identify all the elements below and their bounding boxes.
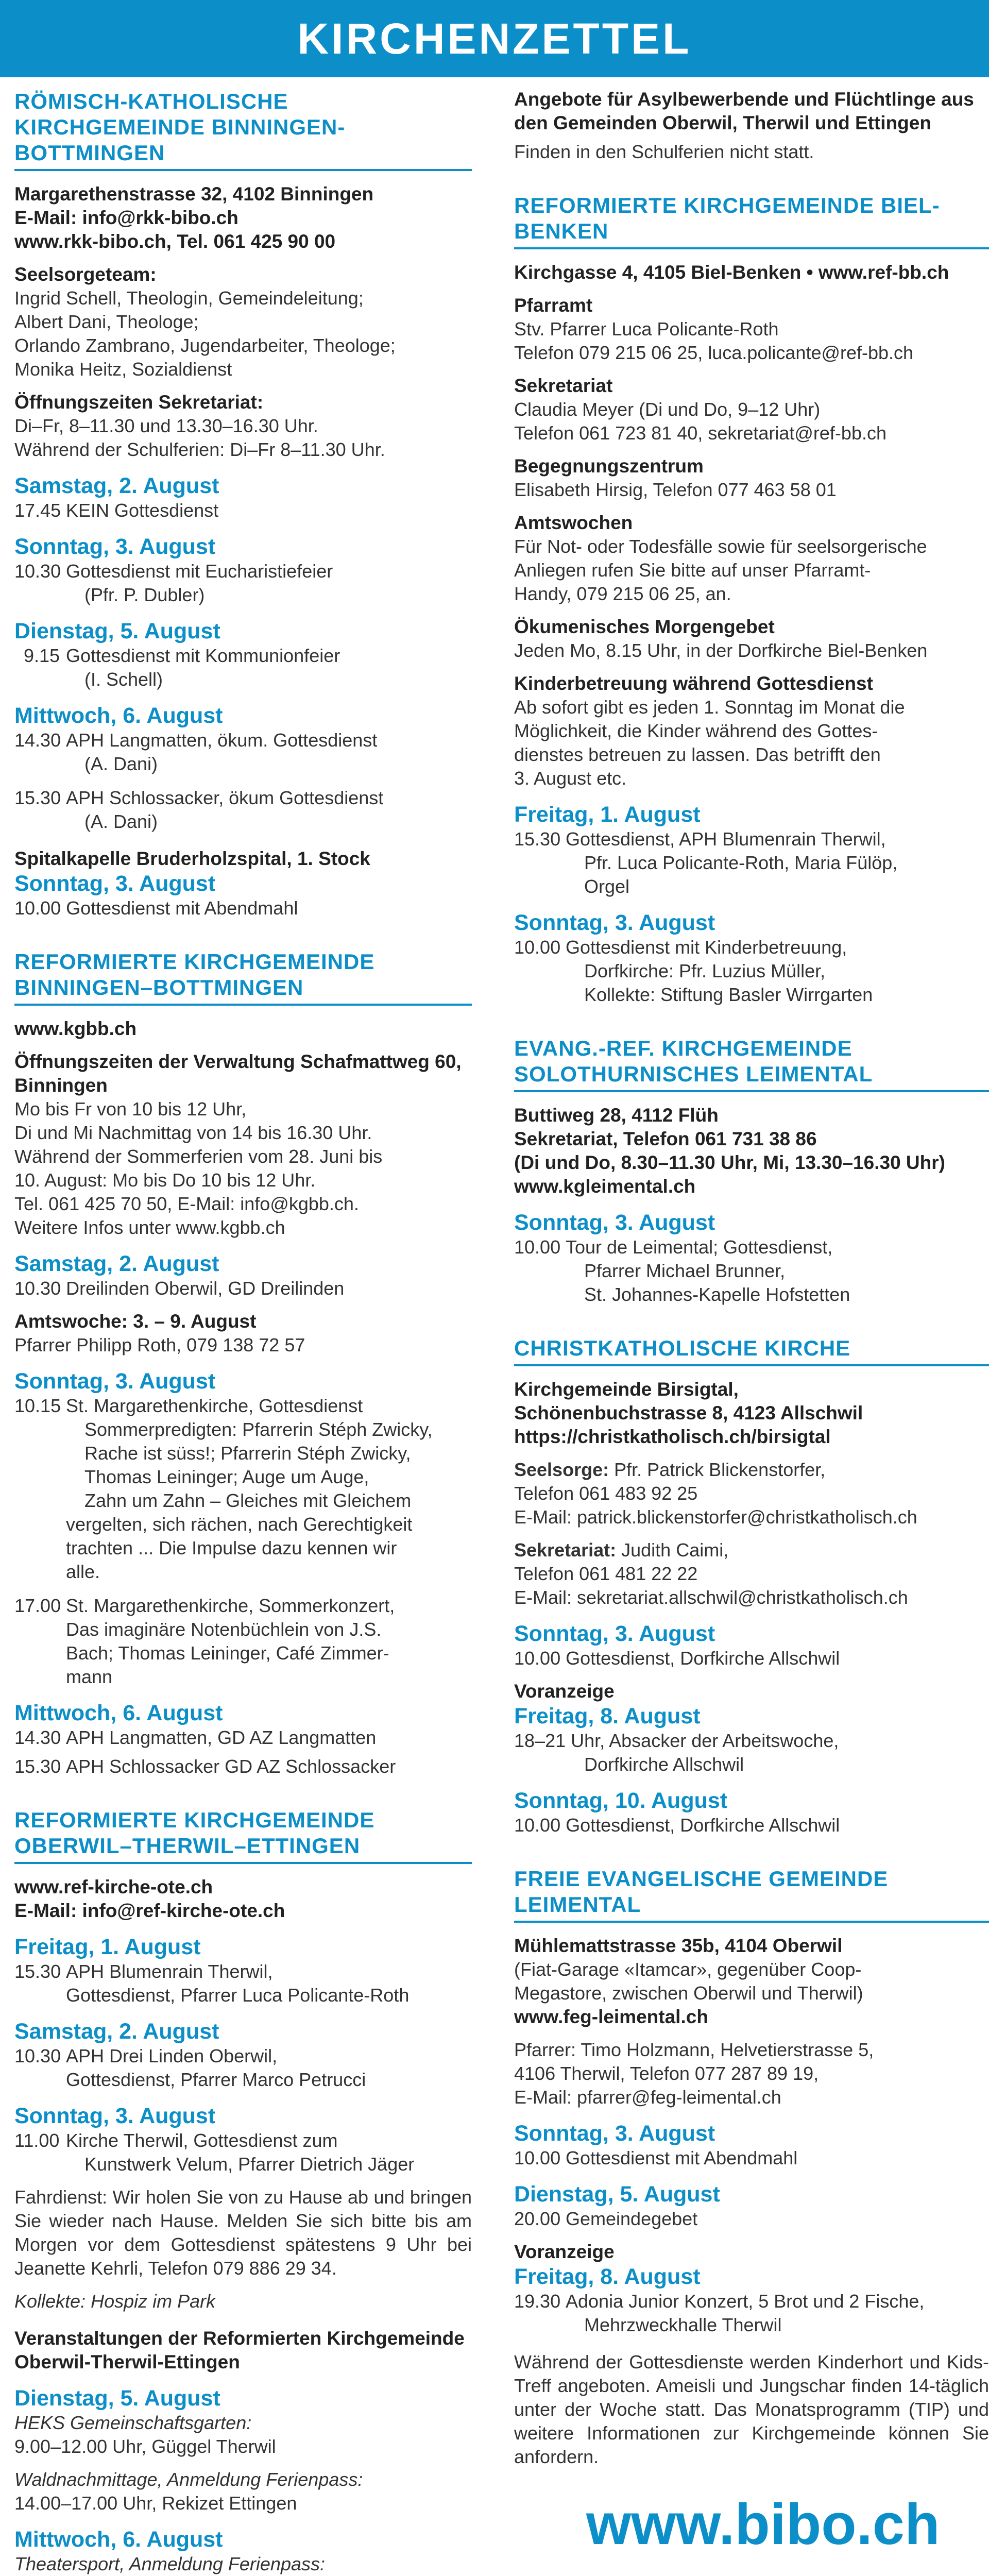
spital-title: Spitalkapelle Bruderholzspital, 1. Stock bbox=[14, 848, 370, 869]
day-heading: Sonntag, 3. August bbox=[14, 534, 216, 559]
day-heading: Sonntag, 3. August bbox=[14, 1369, 216, 1394]
feg-web-link[interactable]: www.feg-leimental.ch bbox=[514, 2006, 708, 2027]
page-title: KIRCHENZETTEL bbox=[0, 0, 989, 77]
day-heading: Sonntag, 3. August bbox=[514, 1621, 715, 1646]
day-heading: Samstag, 2. August bbox=[14, 473, 219, 498]
event-row: 15.30 APH Schlossacker, ökum Gottesdienst (A. Dani) bbox=[14, 787, 384, 832]
ck-voranzeige: Voranzeige bbox=[514, 1681, 615, 1702]
event-row: 19.30 Adonia Junior Konzert, 5 Brot und 2 Fische, Mehrzweckhalle Therwil bbox=[514, 2291, 925, 2335]
event-row: 17.00 St. Margarethenkirche, Sommerkonzert, Das imaginäre Notenbüchlein von J.S. Bach; Thomas Leininger, Café Zimmer- mann bbox=[14, 1595, 395, 1687]
event-row: 10.00 Gottesdienst mit Kinderbetreuung, Dorfkirche: Pfr. Luzius Müller, Kollekte: Stiftung Basler Wirrgarten bbox=[514, 937, 873, 1005]
section-title-ote: REFORMIERTE KIRCHGEMEINDE OBERWIL–THERWIL–ETTINGEN bbox=[14, 1807, 472, 1864]
feg-email-link[interactable]: E-Mail: pfarrer@feg-leimental.ch bbox=[514, 2087, 781, 2108]
sol-web-link[interactable]: www.kgleimental.ch bbox=[514, 1176, 696, 1197]
event-row: 15.30 Gottesdienst, APH Blumenrain Therwil, Pfr. Luca Policante-Roth, Maria Fülöp, Orgel bbox=[514, 828, 898, 897]
day-heading: Samstag, 2. August bbox=[14, 2019, 219, 2044]
day-heading: Sonntag, 3. August bbox=[14, 2104, 216, 2128]
section-title-rb: REFORMIERTE KIRCHGEMEINDE BINNINGEN–BOTTMINGEN bbox=[14, 949, 472, 1006]
day-heading: Freitag, 8. August bbox=[514, 1704, 701, 1728]
rk-web-link[interactable]: www.rkk-bibo.ch, Tel. 061 425 90 00 bbox=[14, 231, 336, 252]
abw-text: Finden in den Schulferien nicht statt. bbox=[514, 141, 814, 162]
ck-web-link[interactable]: https://christkatholisch.ch/birsigtal bbox=[514, 1426, 831, 1447]
bibo-url-link[interactable]: www.bibo.ch bbox=[586, 2492, 940, 2556]
day-heading: Mittwoch, 6. August bbox=[14, 2527, 223, 2552]
rk-oeffnung-title: Öffnungszeiten Sekretariat: bbox=[14, 392, 264, 413]
rk-email-link[interactable]: E-Mail: info@rkk-bibo.ch bbox=[14, 207, 238, 228]
rk-address: Margarethenstrasse 32, 4102 Binningen E-Mail: info@rkk-bibo.ch www.rkk-bibo.ch, Tel. 061 425 90 00 bbox=[14, 182, 472, 253]
event-row: 9.15 Gottesdienst mit Kommunionfeier (I. Schell) bbox=[24, 645, 340, 690]
section-title-ck: CHRISTKATHOLISCHE KIRCHE bbox=[514, 1335, 989, 1366]
bb-address: Kirchgasse 4, 4105 Biel-Benken • www.ref-bb.ch bbox=[514, 262, 949, 283]
left-column: RÖMISCH-KATHOLISCHE KIRCHGEMEINDE BINNINGEN-BOTTMINGEN Margarethenstrasse 32, 4102 Binningen E-Mail: info@rkk-bibo.ch www.rkk-bibo.ch, Tel. 061 425 90 00 Seelsorgeteam: Ingrid Schell, Theologin, Gemeindeleitung; Albert Dani, Theologe; Orlando Zambrano, Jugendarbeiter, Theologe; Monika Heitz, Sozialdienst Öffnungszeiten Sekretariat: Di–Fr, 8–11.30 und 13.30–16.30 Uhr. Während der Schulferien: Di–Fr 8–11.30 Uhr. Samstag, 2. August 17.45 KEIN Gottesdienst Sonntag, 3. August 10.30 Gottesdienst mit Eucharistiefeier (Pfr. P. Dubler) Dienstag, 5. August 9.15 Gottesdienst mit Kommunionfeier (I. Schell) Mittwoch, 6. August 14.30 APH Langmatten, ökum. Gottesdienst (A. Dani) 15.30 APH Schlossacker, ökum Gottesdienst (A. Dani) Spitalkapelle Bruderholzspital, 1. Stock Sonntag, 3. August 10.00 Gottesdienst mit Abendmahl REFORMIERTE KIRCHGEMEINDE BINNINGEN–BOTTMINGEN www.kgbb.ch Öffnungszeiten der Verwaltung Schafmattweg 60, Binningen Mo bis Fr von 10 bis 12 Uhr, Di und Mi Nachmittag von 14 bis 16.30 Uhr. Während der Sommerferien vom 28. Juni bis 10. August: Mo bis Do 10 bis 12 Uhr. Tel. 061 425 70 50, E-Mail: info@kgbb.ch. Weitere Infos unter www.kgbb.ch Samstag, 2. August 10.30 Dreilinden Oberwil, GD Dreilinden Amtswoche: 3. – 9. August Pfarrer Philipp Roth, 079 138 72 57 Sonntag, 3. August 10.15 St. Margarethenkirche, Gottesdienst Sommerpredigten: Pfarrerin Stéph Zwicky, Rache ist süss!; Pfarrerin Stéph Zwicky, Thomas Leininger; Auge um Auge, Zahn um Zahn – Gleiches mit Gleichem vergelten, sich rächen, nach Gerechtigkeit trachten ... Die Impulse dazu kennen wir alle. 17.00 St. Margarethenkirche, Sommerkonzert, Das imaginäre Notenbüchlein von J.S. Bach; Thomas Leininger, Café Zimmer- mann Mittwoch, 6. August 14.30 APH Langmatten, GD AZ Langmatten 15.30 APH Schlossacker GD AZ Schlossacker REFORMIERTE KIRCHGEMEINDE OBERWIL–THERWIL–ETTINGEN www.ref-kirche-ote.ch E-Mail: info@ref-kirche-ote.ch Freitag, 1. August 15.30 APH Blumenrain Therwil, Gottesdienst, Pfarrer Luca Policante-Roth Samstag, 2. August 10.30 APH Drei Linden Oberwil, Gottesdienst, Pfarrer Marco Petrucci Sonntag, 3. August 11.00 Kirche Therwil, Gottesdienst zum Kunstwerk Velum, Pfarrer Dietrich Jäger Fahrdienst: Wir holen Sie von zu Hause ab und bringen Sie wieder nach Hause. Melden Sie sich bitte bis am Morgen vor dem Gottesdienst spätestens 9 Uhr bei Jeanette Kehrli, Telefon 079 886 29 34. Kollekte: Hospiz im Park Veranstaltungen der Reformierten Kirchgemeinde Oberwil-Therwil-Ettingen Dienstag, 5. August HEKS Gemeinschaftsgarten: 9.00–12.00 Uhr, Güggel Therwil Waldnachmittage, Anmeldung Ferienpass: 14.00–17.00 Uhr, Rekizet Ettingen Mittwoch, 6. August Theatersport, Anmeldung Ferienpass: bbox=[14, 89, 472, 2574]
event-row: 14.30 APH Langmatten, GD AZ Langmatten bbox=[14, 1727, 377, 1748]
day-heading: Sonntag, 3. August bbox=[514, 910, 715, 935]
event-row: 15.30 APH Schlossacker GD AZ Schlossacker bbox=[14, 1756, 396, 1777]
rb-amtswoche-title: Amtswoche: 3. – 9. August bbox=[14, 1311, 257, 1332]
event-row: 10.00 Gottesdienst, Dorfkirche Allschwil bbox=[514, 1815, 840, 1836]
ote-kollekte: Kollekte: Hospiz im Park bbox=[14, 2291, 216, 2312]
day-heading: Freitag, 1. August bbox=[14, 1935, 201, 1959]
event-row: 10.15 St. Margarethenkirche, Gottesdienst Sommerpredigten: Pfarrerin Stéph Zwicky, Rache ist süss!; Pfarrerin Stéph Zwicky, Thomas Leininger; Auge um Auge, Zahn um Zahn – Gleiches mit Gleichem vergelten, sich rächen, nach Gerechtigkeit trachten ... Die Impulse dazu kennen wir alle. bbox=[14, 1395, 433, 1582]
feg-voranzeige: Voranzeige bbox=[514, 2241, 615, 2262]
day-heading: Mittwoch, 6. August bbox=[14, 703, 223, 728]
event-row: 10.00 Tour de Leimental; Gottesdienst, Pfarrer Michael Brunner, St. Johannes-Kapelle Hofstetten bbox=[514, 1236, 850, 1305]
event-row: 17.45 KEIN Gottesdienst bbox=[14, 500, 219, 521]
section-title-bb: REFORMIERTE KIRCHGEMEINDE BIEL-BENKEN bbox=[514, 193, 989, 249]
day-heading: Freitag, 1. August bbox=[514, 802, 701, 827]
ote-veranst-title: Veranstaltungen der Reformierten Kirchgemeinde Oberwil-Therwil-Ettingen bbox=[14, 2328, 465, 2372]
abw-title: Angebote für Asylbewerbende und Flüchtlinge aus den Gemeinden Oberwil, Therwil und Ettingen bbox=[514, 89, 974, 133]
event-row: 14.30 APH Langmatten, ökum. Gottesdienst (A. Dani) bbox=[14, 730, 378, 774]
ote-email-link[interactable]: E-Mail: info@ref-kirche-ote.ch bbox=[14, 1900, 285, 1921]
right-column: Angebote für Asylbewerbende und Flüchtlinge aus den Gemeinden Oberwil, Therwil und Ettingen Finden in den Schulferien nicht statt. REFORMIERTE KIRCHGEMEINDE BIEL-BENKEN Kirchgasse 4, 4105 Biel-Benken • www.ref-bb.ch Pfarramt Stv. Pfarrer Luca Policante-Roth Telefon 079 215 06 25, luca.policante@ref-bb.ch Sekretariat Claudia Meyer (Di und Do, 9–12 Uhr) Telefon 061 723 81 40, sekretariat@ref-bb.ch Begegnungszentrum Elisabeth Hirsig, Telefon 077 463 58 01 Amtswochen Für Not- oder Todesfälle sowie für seelsorgerische Anliegen rufen Sie bitte auf unser Pfarramt- Handy, 079 215 06 25, an. Ökumenisches Morgengebet Jeden Mo, 8.15 Uhr, in der Dorfkirche Biel-Benken Kinderbetreuung während Gottesdienst Ab sofort gibt es jeden 1. Sonntag im Monat die Möglichkeit, die Kinder während des Gottes- dienstes betreuen zu lassen. Das betrifft den 3. August etc. Freitag, 1. August 15.30 Gottesdienst, APH Blumenrain Therwil, Pfr. Luca Policante-Roth, Maria Fülöp, Orgel Sonntag, 3. August 10.00 Gottesdienst mit Kinderbetreuung, Dorfkirche: Pfr. Luzius Müller, Kollekte: Stiftung Basler Wirrgarten EVANG.-REF. KIRCHGEMEINDE SOLOTHURNISCHES LEIMENTAL Buttiweg 28, 4112 Flüh Sekretariat, Telefon 061 731 38 86 (Di und Do, 8.30–11.30 Uhr, Mi, 13.30–16.30 Uhr) www.kgleimental.ch Sonntag, 3. August 10.00 Tour de Leimental; Gottesdienst, Pfarrer Michael Brunner, St. Johannes-Kapelle Hofstetten CHRISTKATHOLISCHE KIRCHE Kirchgemeinde Birsigtal, Schönenbuchstrasse 8, 4123 Allschwil https://christkatholisch.ch/birsigtal Seelsorge: Pfr. Patrick Blickenstorfer, Telefon 061 483 92 25 E-Mail: patrick.blickenstorfer@christkatholisch.ch Sekretariat: Judith Caimi, Telefon 061 481 22 22 E-Mail: sekretariat.allschwil@christkatholisch.ch Sonntag, 3. August 10.00 Gottesdienst, Dorfkirche Allschwil Voranzeige Freitag, 8. August 18–21 Uhr, Absacker der Arbeitswoche, Dorfkirche Allschwil Sonntag, 10. August 10.00 Gottesdienst, Dorfkirche Allschwil FREIE EVANGELISCHE GEMEINDE LEIMENTAL Mühlemattstrasse 35b, 4104 Oberwil (Fiat-Garage «Itamcar», gegenüber Coop- Megastore, zwischen Oberwil und Therwil) www.feg-leimental.ch Pfarrer: Timo Holzmann, Helvetierstrasse 5, 4106 Therwil, Telefon 077 287 89 19, E-Mail: pfarrer@feg-leimental.ch Sonntag, 3. August 10.00 Gottesdienst mit Abendmahl Dienstag, 5. August 20.00 Gemeindegebet Voranzeige Freitag, 8. August 19.30 Adonia Junior Konzert, 5 Brot und 2 Fische, Mehrzweckhalle Therwil Während der Gottesdienste werden Kinderhort und Kids-Treff angeboten. Ameisli und Jungschar finden 14-täglich unter der Woche statt. Das Monatsprogramm (TIP) und weitere Informationen zur Kirchgemeinde können Sie anfordern. www.bibo.ch bbox=[514, 89, 989, 2556]
event-row: 10.30 APH Drei Linden Oberwil, Gottesdienst, Pfarrer Marco Petrucci bbox=[14, 2045, 366, 2090]
day-heading: Sonntag, 3. August bbox=[514, 1210, 715, 1235]
event-row: 11.00 Kirche Therwil, Gottesdienst zum Kunstwerk Velum, Pfarrer Dietrich Jäger bbox=[14, 2130, 415, 2175]
day-heading: Dienstag, 5. August bbox=[514, 2182, 720, 2207]
day-heading: Dienstag, 5. August bbox=[14, 2386, 220, 2411]
event-row: 10.00 Gottesdienst mit Abendmahl bbox=[14, 897, 298, 919]
day-heading: Freitag, 8. August bbox=[514, 2264, 701, 2289]
ck-seelsorge-email[interactable]: E-Mail: patrick.blickenstorfer@christkatholisch.ch bbox=[514, 1506, 917, 1528]
event-row: 20.00 Gemeindegebet bbox=[514, 2208, 698, 2229]
rk-seelsorge-title: Seelsorgeteam: bbox=[14, 264, 157, 285]
ote-web-link[interactable]: www.ref-kirche-ote.ch bbox=[14, 1876, 213, 1897]
event-row: 10.30 Dreilinden Oberwil, GD Dreilinden bbox=[14, 1278, 345, 1299]
day-heading: Sonntag, 10. August bbox=[514, 1788, 728, 1813]
event-row: 15.30 APH Blumenrain Therwil, Gottesdienst, Pfarrer Luca Policante-Roth bbox=[14, 1961, 410, 2006]
rb-web-link[interactable]: www.kgbb.ch bbox=[14, 1018, 137, 1039]
rb-oeffnung-title: Öffnungszeiten der Verwaltung Schafmattweg 60, Binningen bbox=[14, 1051, 462, 1096]
day-heading: Mittwoch, 6. August bbox=[14, 1701, 223, 1725]
day-heading: Dienstag, 5. August bbox=[14, 619, 220, 643]
day-heading: Sonntag, 3. August bbox=[514, 2121, 715, 2146]
day-heading: Samstag, 2. August bbox=[14, 1251, 219, 1276]
section-title-rk: RÖMISCH-KATHOLISCHE KIRCHGEMEINDE BINNINGEN-BOTTMINGEN bbox=[14, 89, 472, 171]
event-row: 10.30 Gottesdienst mit Eucharistiefeier (Pfr. P. Dubler) bbox=[14, 561, 333, 605]
feg-closing: Während der Gottesdienste werden Kinderhort und Kids-Treff angeboten. Ameisli und Jungschar finden 14-täglich unter der Woche statt. Das Monatsprogramm (TIP) und weitere Informationen zur Kirchgemeinde können Sie anfordern. bbox=[514, 2351, 989, 2467]
day-heading: Sonntag, 3. August bbox=[14, 871, 216, 896]
section-title-sol: EVANG.-REF. KIRCHGEMEINDE SOLOTHURNISCHES LEIMENTAL bbox=[514, 1036, 989, 1092]
ote-fahrdienst: Fahrdienst: Wir holen Sie von zu Hause ab und bringen Sie wieder nach Hause. Melden Sie sich bitte bis am Morgen vor dem Gottesdienst spätestens 9 Uhr bei Jeanette Kehrli, Telefon 079 886 29 34. bbox=[14, 2187, 472, 2279]
section-title-feg: FREIE EVANGELISCHE GEMEINDE LEIMENTAL bbox=[514, 1866, 989, 1923]
ck-sek-email[interactable]: E-Mail: sekretariat.allschwil@christkatholisch.ch bbox=[514, 1587, 908, 1608]
event-row: 10.00 Gottesdienst mit Abendmahl bbox=[514, 2147, 798, 2168]
event-row: 10.00 Gottesdienst, Dorfkirche Allschwil bbox=[514, 1648, 840, 1669]
